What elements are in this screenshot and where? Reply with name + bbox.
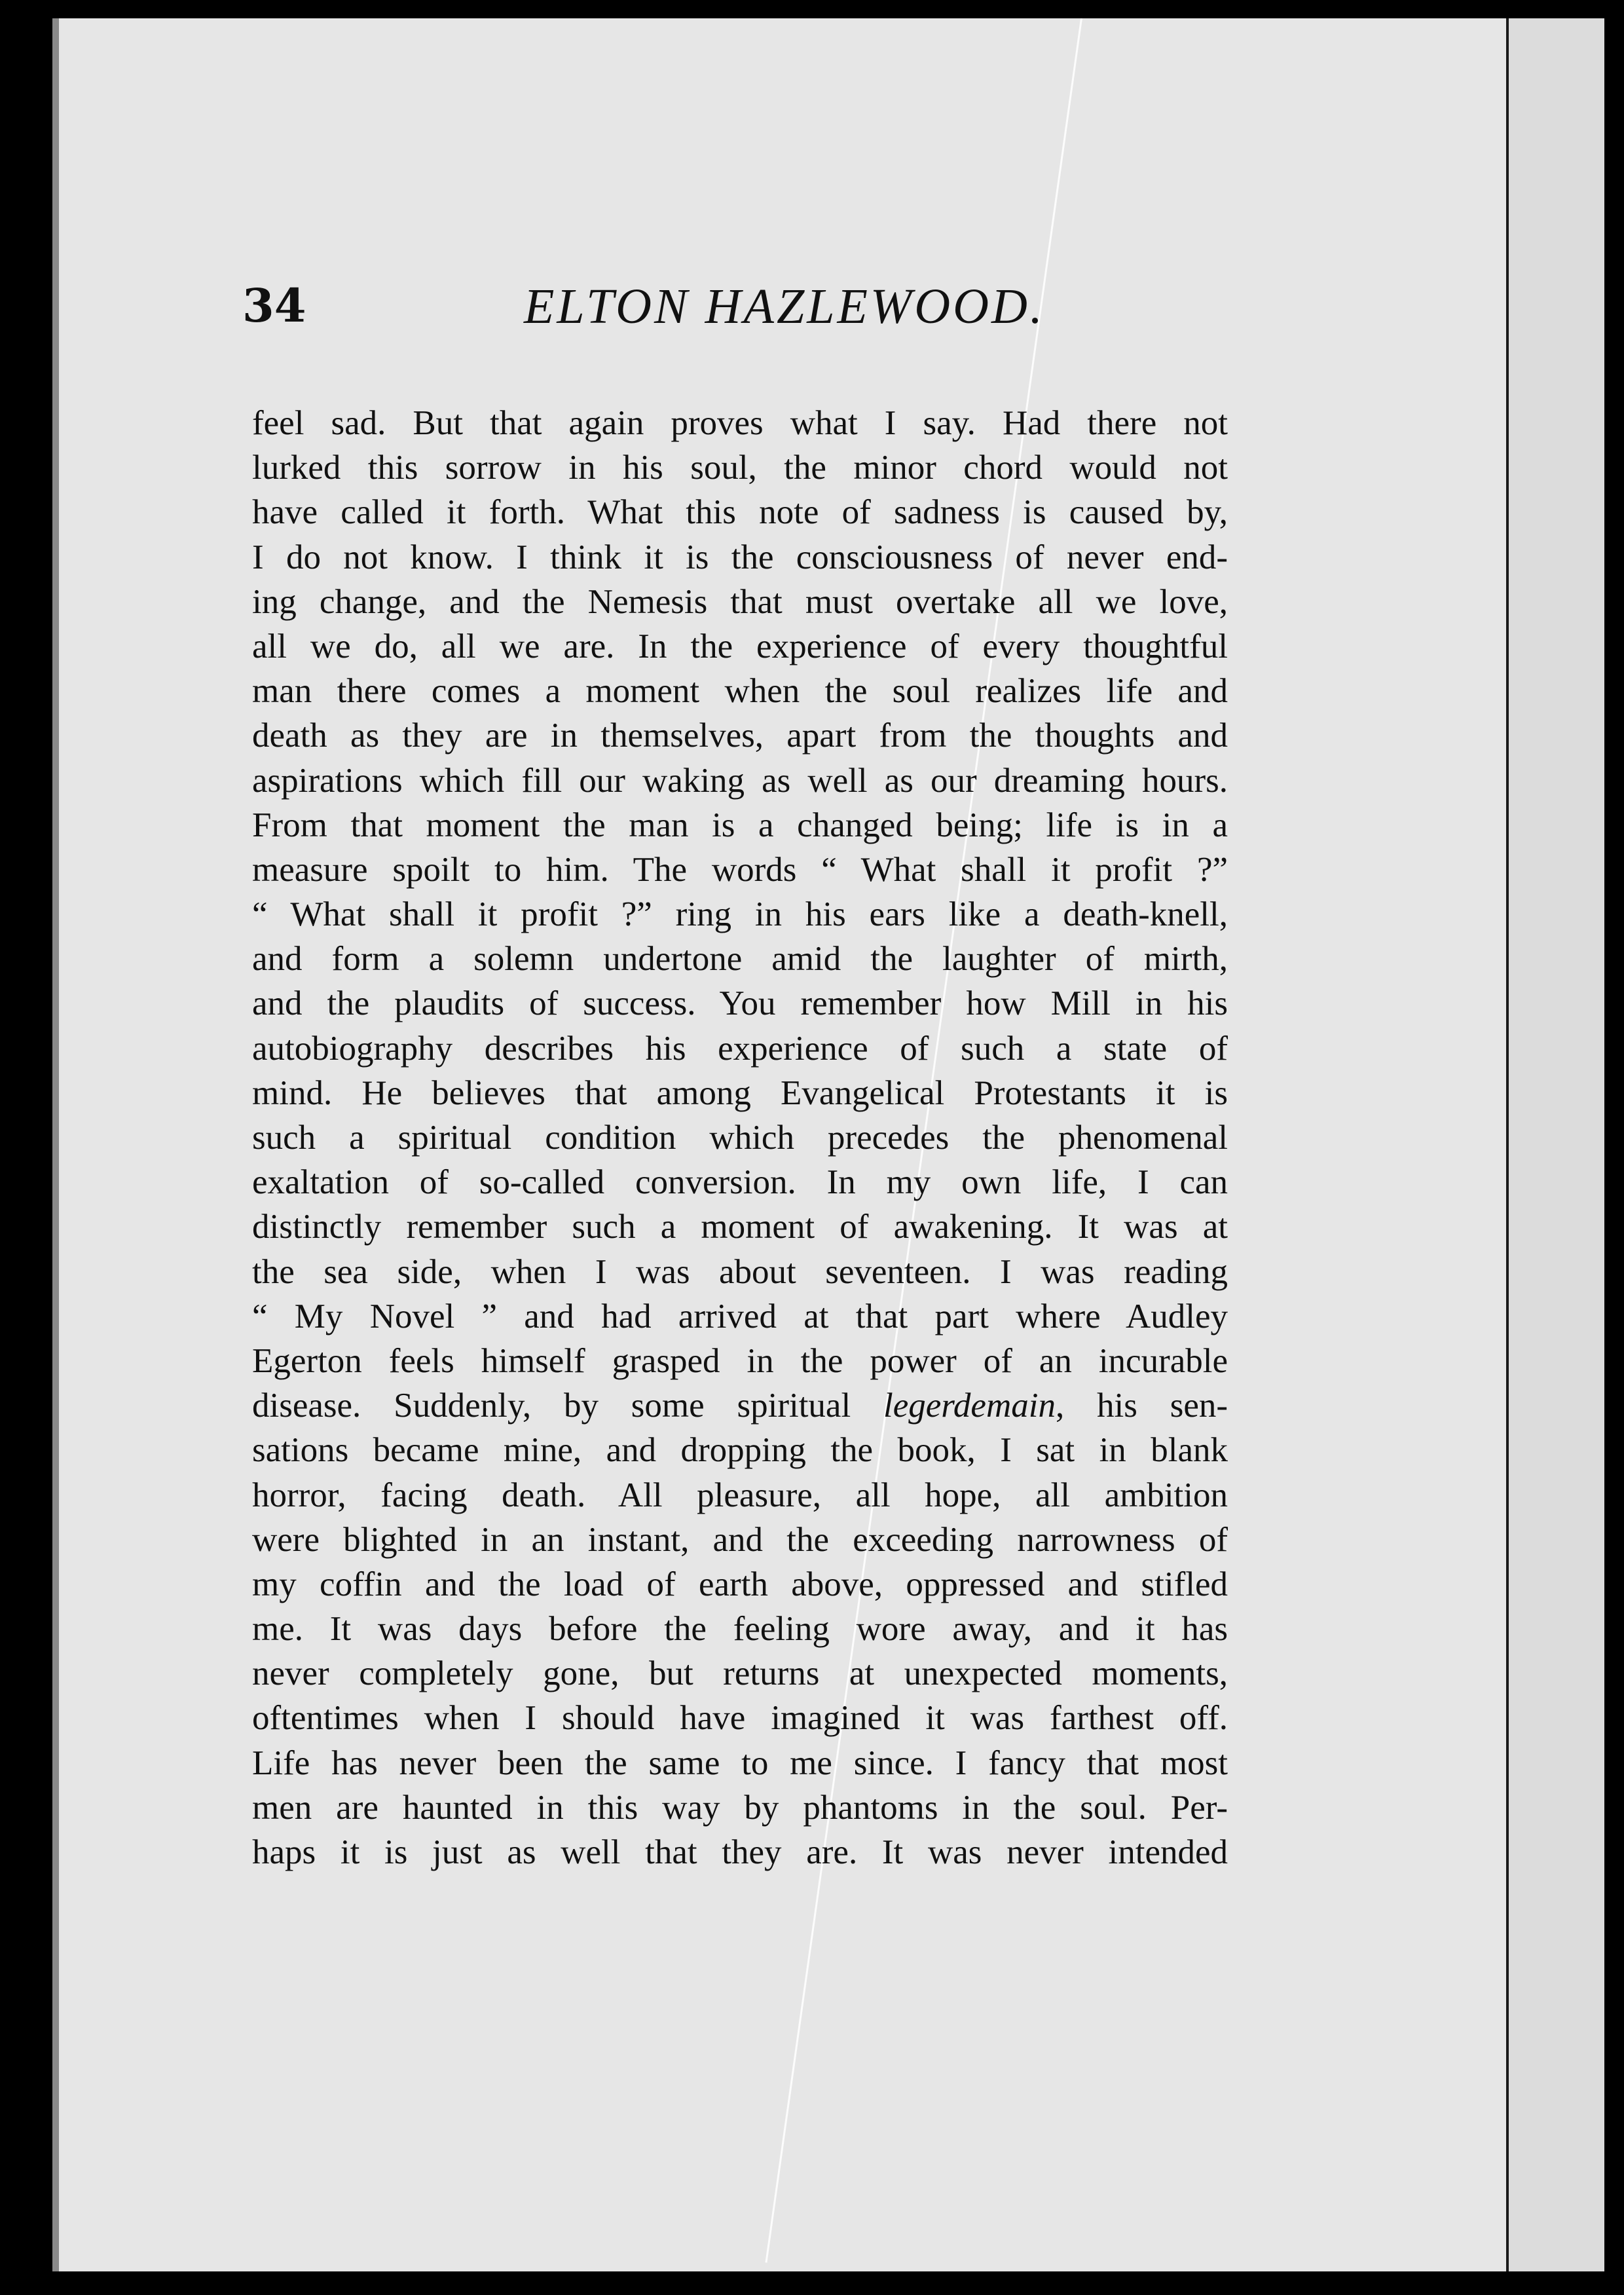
text-line: have called it forth. What this note of sadness is caused by, bbox=[252, 493, 1228, 532]
text-line: the sea side, when I was about seventeen. I was reading bbox=[252, 1252, 1228, 1291]
text-line: feel sad. But that again proves what I say. Had there not bbox=[252, 404, 1228, 442]
text-line: my coffin and the load of earth above, oppressed and stifled bbox=[252, 1565, 1228, 1603]
text-line: and the plaudits of success. You remember how Mill in his bbox=[252, 984, 1228, 1023]
text-line: exaltation of so-called conversion. In my own life, I can bbox=[252, 1163, 1228, 1202]
text-line: never completely gone, but returns at unexpected moments, bbox=[252, 1654, 1228, 1693]
text-line: autobiography describes his experience of such a state of bbox=[252, 1029, 1228, 1068]
running-head: ELTON HAZLEWOOD. bbox=[524, 279, 1045, 334]
text-line: were blighted in an instant, and the exceeding narrowness of bbox=[252, 1520, 1228, 1559]
text-line: horror, facing death. All pleasure, all hope, all ambition bbox=[252, 1476, 1228, 1514]
text-line: “ My Novel ” and had arrived at that part where Audley bbox=[252, 1297, 1228, 1335]
text-line: me. It was days before the feeling wore away, and it has bbox=[252, 1610, 1228, 1649]
text-line: I do not know. I think it is the consciousness of never end- bbox=[252, 538, 1228, 576]
page-number: 34 bbox=[242, 278, 306, 333]
text-line: Life has never been the same to me since. I fancy that most bbox=[252, 1744, 1228, 1782]
text-line: sations became mine, and dropping the book, I sat in blank bbox=[252, 1431, 1228, 1470]
text-line: all we do, all we are. In the experience of every thoughtful bbox=[252, 627, 1228, 665]
text-line: Egerton feels himself grasped in the power of an incurable bbox=[252, 1341, 1228, 1380]
text-line: death as they are in themselves, apart from the thoughts and bbox=[252, 717, 1228, 755]
italic-word: legerdemain bbox=[883, 1387, 1056, 1425]
text-line: distinctly remember such a moment of awakening. It was at bbox=[252, 1208, 1228, 1246]
text-line: lurked this sorrow in his soul, the minor chord would not bbox=[252, 449, 1228, 487]
text-line: haps it is just as well that they are. It was never intended bbox=[252, 1833, 1228, 1871]
text-line: men are haunted in this way by phantoms in the soul. Per- bbox=[252, 1788, 1228, 1827]
page-header bbox=[242, 278, 1238, 350]
text-line: oftentimes when I should have imagined it was farthest off. bbox=[252, 1699, 1228, 1738]
text-line: disease. Suddenly, by some spiritual legerdemain, his sen- bbox=[252, 1387, 1228, 1425]
text-line: “ What shall it profit ?” ring in his ears like a death-knell, bbox=[252, 895, 1228, 934]
text-line: measure spoilt to him. The words “ What shall it profit ?” bbox=[252, 850, 1228, 889]
text-line: From that moment the man is a changed being; life is in a bbox=[252, 806, 1228, 844]
body-text bbox=[252, 401, 1228, 1875]
text-line: man there comes a moment when the soul realizes life and bbox=[252, 672, 1228, 711]
text-line: mind. He believes that among Evangelical Protestants it is bbox=[252, 1073, 1228, 1112]
text-line: aspirations which fill our waking as well as our dreaming hours. bbox=[252, 761, 1228, 800]
text-line: ing change, and the Nemesis that must overtake all we love, bbox=[252, 582, 1228, 621]
text-line: such a spiritual condition which precedes the phenomenal bbox=[252, 1119, 1228, 1157]
facing-page-edge bbox=[1506, 18, 1604, 2271]
text-line: and form a solemn undertone amid the laughter of mirth, bbox=[252, 940, 1228, 979]
